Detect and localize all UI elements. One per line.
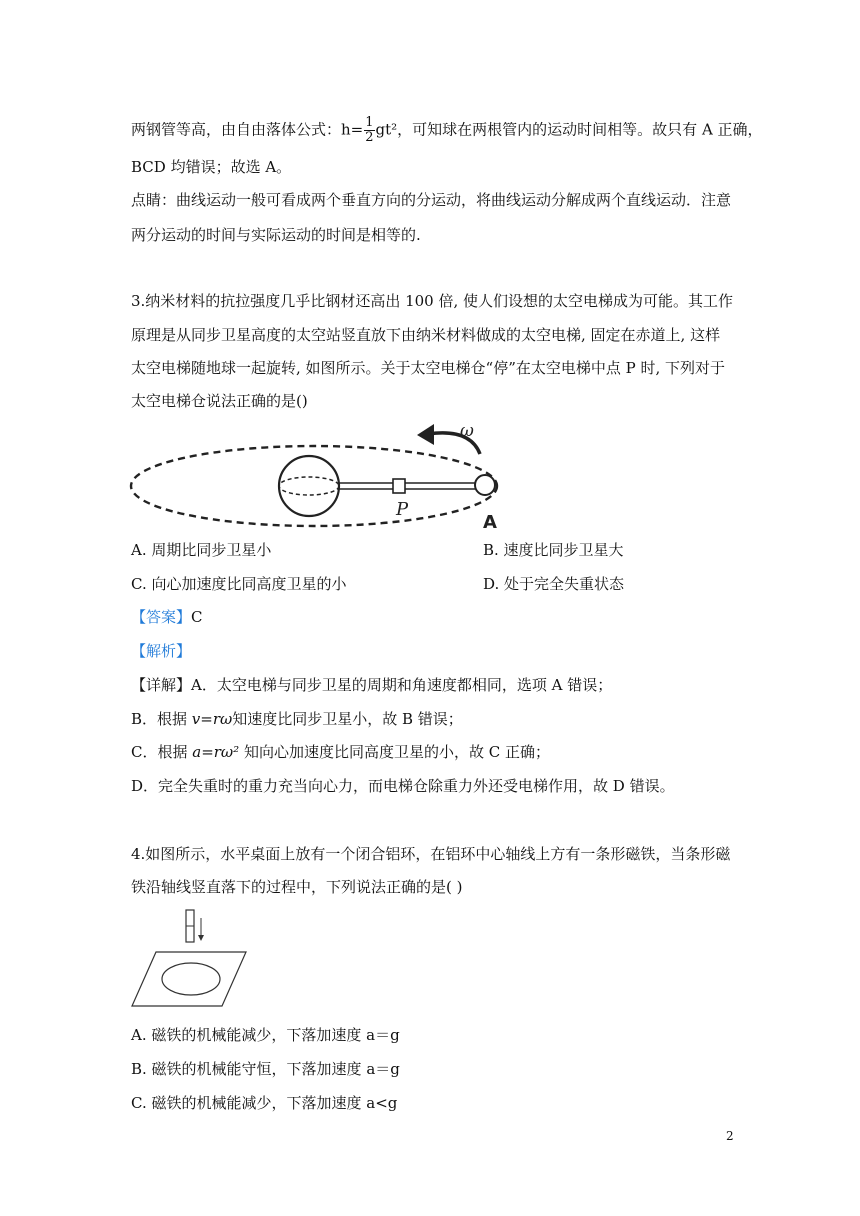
q3-option-b: B. 速度比同步卫星大 xyxy=(483,541,624,559)
detail-2-prefix: B．根据 xyxy=(131,710,192,728)
q4-option-b: B. 磁铁的机械能守恒，下落加速度 a＝g xyxy=(131,1060,400,1078)
q4-stem-line-2: 铁沿轴线竖直落下的过程中，下列说法正确的是( ) xyxy=(131,878,463,896)
detail-3-prefix: C．根据 xyxy=(131,743,193,761)
formula-fraction xyxy=(364,116,374,145)
formula-a: a=rω² xyxy=(192,743,240,761)
page-number: 2 xyxy=(726,1129,734,1143)
fraction-denominator: 2 xyxy=(365,130,374,145)
q3-option-d: D. 处于完全失重状态 xyxy=(483,575,625,593)
note-line-1: 点睛：曲线运动一般可看成两个垂直方向的分运动，将曲线运动分解成两个直线运动．注意 xyxy=(131,191,732,209)
analysis-tag: 【解析】 xyxy=(131,642,192,660)
q3-detail-line-1: 【详解】A．太空电梯与同步卫星的周期和角速度都相同，选项 A 错误； xyxy=(131,676,613,694)
q3-option-a: A. 周期比同步卫星小 xyxy=(131,541,272,559)
q3-stem-line-1: 3.纳米材料的抗拉强度几乎比钢材还高出 100 倍, 使人们设想的太空电梯成为可能。其工作 xyxy=(131,292,734,310)
q4-option-c: C. 磁铁的机械能减少，下落加速度 a<g xyxy=(131,1094,398,1112)
p-label: P xyxy=(396,499,409,520)
explanation-line-1-suffix: ，可知球在两根管内的运动时间相等。故只有 A 正确， xyxy=(397,120,763,139)
fraction-numerator: 1 xyxy=(365,115,374,130)
answer-tag: 【答案】 xyxy=(131,608,192,626)
q3-stem-line-4: 太空电梯仓说法正确的是() xyxy=(131,392,308,410)
q3-analysis-tag xyxy=(131,641,191,661)
elevator-cabin-p xyxy=(393,479,405,493)
fall-arrowhead xyxy=(198,935,204,941)
a-label: A xyxy=(483,512,497,533)
q4-stem-line-1: 4.如图所示，水平桌面上放有一个闭合铝环，在铝环中心轴线上方有一条形磁铁，当条形磁 xyxy=(131,845,731,863)
omega-label: ω xyxy=(460,421,474,441)
table-plane xyxy=(132,952,246,1006)
aluminum-ring xyxy=(162,963,220,995)
formula-rest: gt² xyxy=(375,120,398,139)
formula-v: v=rω xyxy=(191,710,233,728)
space-elevator-figure xyxy=(128,418,508,534)
rotation-arrowhead xyxy=(417,424,434,445)
space-station-a xyxy=(475,475,495,495)
detail-3-suffix: 知向心加速度比同高度卫星的小，故 C 正确； xyxy=(239,743,550,761)
q3-answer xyxy=(131,607,203,627)
magnet-ring-figure xyxy=(128,908,250,1008)
explanation-line-1 xyxy=(131,116,763,145)
q3-stem-line-3: 太空电梯随地球一起旋转, 如图所示。关于太空电梯仓“停”在太空电梯中点 P 时, 下列对于 xyxy=(131,359,726,377)
answer-value: C xyxy=(191,608,203,626)
q3-stem-line-2: 原理是从同步卫星高度的太空站竖直放下由纳米材料做成的太空电梯, 固定在赤道上, 这样 xyxy=(131,326,721,344)
explanation-line-1-prefix: 两钢管等高，由自由落体公式：h= xyxy=(131,120,364,139)
q3-detail-line-3 xyxy=(131,742,550,762)
q3-option-c: C. 向心加速度比同高度卫星的小 xyxy=(131,575,347,593)
detail-2-suffix: 知速度比同步卫星小，故 B 错误； xyxy=(232,710,463,728)
q3-detail-line-2 xyxy=(131,709,463,729)
note-line-2: 两分运动的时间与实际运动的时间是相等的. xyxy=(131,226,421,244)
q3-detail-line-4: D．完全失重时的重力充当向心力，而电梯仓除重力外还受电梯作用，故 D 错误。 xyxy=(131,777,675,795)
earth-circle xyxy=(279,456,339,516)
explanation-line-2: BCD 均错误；故选 A。 xyxy=(131,158,292,176)
q4-option-a: A. 磁铁的机械能减少，下落加速度 a＝g xyxy=(131,1026,400,1044)
